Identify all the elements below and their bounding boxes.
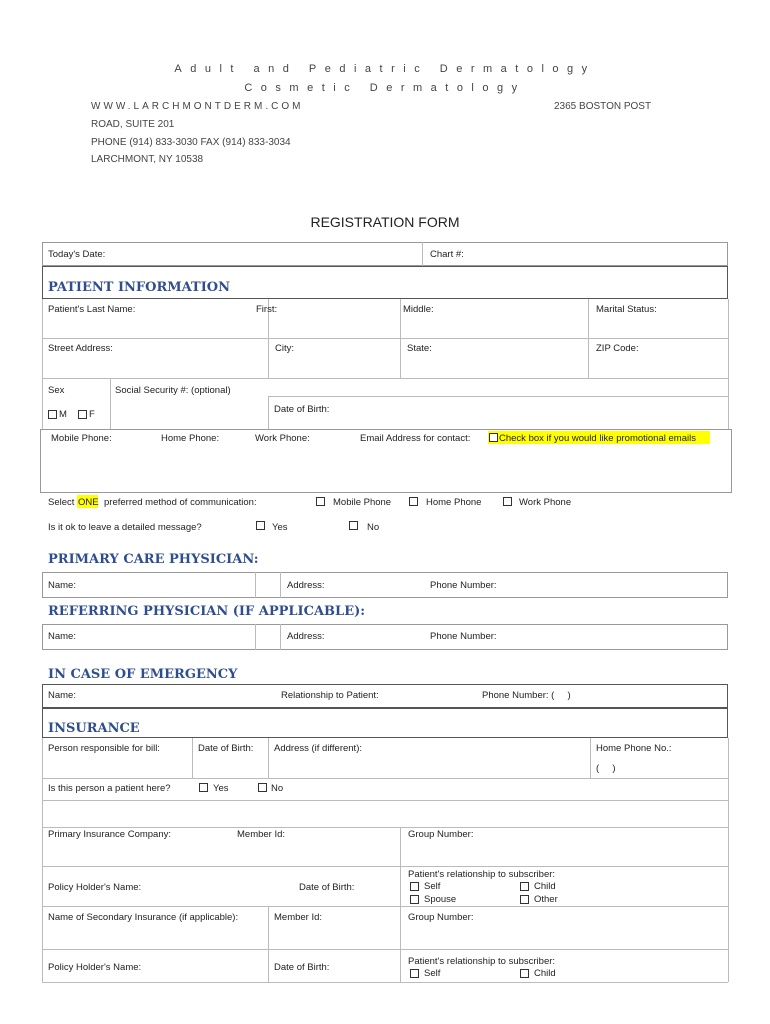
emergency-name-label: Name: xyxy=(48,690,76,701)
marital-status-label: Marital Status: xyxy=(596,304,657,315)
responsible-label: Person responsible for bill: xyxy=(48,743,160,754)
website: WWW.LARCHMONTDERM.COM xyxy=(91,101,304,112)
rel-self-checkbox[interactable] xyxy=(410,882,419,891)
secondary-member-id-label: Member Id: xyxy=(274,912,323,923)
promo-email-label: Check box if you would like promotional emails xyxy=(499,433,696,444)
message-no-label: No xyxy=(367,522,380,533)
middle-name-label: Middle: xyxy=(403,304,434,315)
form-title: REGISTRATION FORM xyxy=(310,214,460,230)
is-patient-no-checkbox[interactable] xyxy=(258,783,267,792)
rel2-self-label: Self xyxy=(424,968,441,979)
state-label: State: xyxy=(407,343,432,354)
pcp-address-label: Address: xyxy=(287,580,325,591)
mobile-phone-label: Mobile Phone: xyxy=(51,433,112,444)
rel-other-checkbox[interactable] xyxy=(520,895,529,904)
pcp-heading: PRIMARY CARE PHYSICIAN: xyxy=(48,552,259,567)
relationship2-label: Patient's relationship to subscriber: xyxy=(408,956,556,967)
select-label: Select xyxy=(48,497,75,508)
message-no-checkbox[interactable] xyxy=(349,521,358,530)
secondary-insurance-label: Name of Secondary Insurance (if applicable): xyxy=(48,912,239,923)
is-patient-no-label: No xyxy=(271,783,284,794)
comm-mobile-label: Mobile Phone xyxy=(333,497,392,508)
policy-holder2-label: Policy Holder's Name: xyxy=(48,962,142,973)
rel-other-label: Other xyxy=(534,894,558,905)
street-address-label: Street Address: xyxy=(48,343,113,354)
sex-label: Sex xyxy=(48,385,65,396)
preferred-method-label: preferred method of communication: xyxy=(104,497,257,508)
policy-holder2-dob-label: Date of Birth: xyxy=(274,962,330,973)
rel-child-label: Child xyxy=(534,881,556,892)
relationship-label: Patient's relationship to subscriber: xyxy=(408,869,556,880)
policy-holder-dob-label: Date of Birth: xyxy=(299,882,355,893)
email-label: Email Address for contact: xyxy=(360,433,471,444)
address-line2: ROAD, SUITE 201 xyxy=(91,119,175,130)
primary-member-id-label: Member Id: xyxy=(237,829,286,840)
city-state-zip: LARCHMONT, NY 10538 xyxy=(91,154,204,165)
emergency-heading: IN CASE OF EMERGENCY xyxy=(48,667,238,682)
rel2-child-checkbox[interactable] xyxy=(520,969,529,978)
select-one-label: ONE xyxy=(78,497,99,508)
message-yes-label: Yes xyxy=(272,522,288,533)
comm-home-label: Home Phone xyxy=(426,497,482,508)
referring-name-label: Name: xyxy=(48,631,76,642)
pcp-name-label: Name: xyxy=(48,580,76,591)
practice-subtitle: Cosmetic Dermatology xyxy=(244,82,526,94)
comm-home-checkbox[interactable] xyxy=(409,497,418,506)
rel2-self-checkbox[interactable] xyxy=(410,969,419,978)
comm-mobile-checkbox[interactable] xyxy=(316,497,325,506)
work-phone-label: Work Phone: xyxy=(255,433,310,444)
practice-name: Adult and Pediatric Dermatology xyxy=(174,63,596,75)
referring-address-label: Address: xyxy=(287,631,325,642)
address-line1: 2365 BOSTON POST xyxy=(554,101,652,112)
emergency-phone-label: Phone Number: ( ) xyxy=(482,690,571,701)
rel-spouse-checkbox[interactable] xyxy=(410,895,419,904)
rel-spouse-label: Spouse xyxy=(424,894,457,905)
pcp-phone-label: Phone Number: xyxy=(430,580,497,591)
home-phone-label: Home Phone: xyxy=(161,433,220,444)
responsible-dob-label: Date of Birth: xyxy=(198,743,254,754)
rel2-child-label: Child xyxy=(534,968,556,979)
patient-info-heading: PATIENT INFORMATION xyxy=(48,280,230,295)
rel-self-label: Self xyxy=(424,881,441,892)
home-phone-paren: ( ) xyxy=(596,763,616,774)
sex-m-label: M xyxy=(59,409,67,420)
home-phone-no-label: Home Phone No.: xyxy=(596,743,672,754)
message-question: Is it ok to leave a detailed message? xyxy=(48,522,202,533)
rel-child-checkbox[interactable] xyxy=(520,882,529,891)
sex-f-label: F xyxy=(89,409,95,420)
sex-f-checkbox[interactable] xyxy=(78,410,87,419)
promo-email-checkbox[interactable] xyxy=(489,433,498,442)
responsible-address-label: Address (if different): xyxy=(274,743,363,754)
comm-work-label: Work Phone xyxy=(519,497,572,508)
todays-date-label: Today's Date: xyxy=(48,249,106,260)
emergency-relationship-label: Relationship to Patient: xyxy=(281,690,379,701)
first-name-label: First: xyxy=(256,304,278,315)
chart-number-label: Chart #: xyxy=(430,249,464,260)
primary-group-label: Group Number: xyxy=(408,829,474,840)
dob-label: Date of Birth: xyxy=(274,404,330,415)
phone-fax: PHONE (914) 833-3030 FAX (914) 833-3034 xyxy=(91,137,291,148)
city-label: City: xyxy=(275,343,294,354)
last-name-label: Patient's Last Name: xyxy=(48,304,136,315)
is-patient-yes-checkbox[interactable] xyxy=(199,783,208,792)
secondary-group-label: Group Number: xyxy=(408,912,474,923)
ssn-label: Social Security #: (optional) xyxy=(115,385,231,396)
insurance-heading: INSURANCE xyxy=(48,721,140,736)
referring-heading: REFERRING PHYSICIAN (IF APPLICABLE): xyxy=(48,604,366,619)
policy-holder-label: Policy Holder's Name: xyxy=(48,882,142,893)
message-yes-checkbox[interactable] xyxy=(256,521,265,530)
zip-label: ZIP Code: xyxy=(596,343,639,354)
comm-work-checkbox[interactable] xyxy=(503,497,512,506)
is-patient-question: Is this person a patient here? xyxy=(48,783,171,794)
referring-phone-label: Phone Number: xyxy=(430,631,497,642)
sex-m-checkbox[interactable] xyxy=(48,410,57,419)
is-patient-yes-label: Yes xyxy=(213,783,229,794)
primary-insurance-label: Primary Insurance Company: xyxy=(48,829,172,840)
